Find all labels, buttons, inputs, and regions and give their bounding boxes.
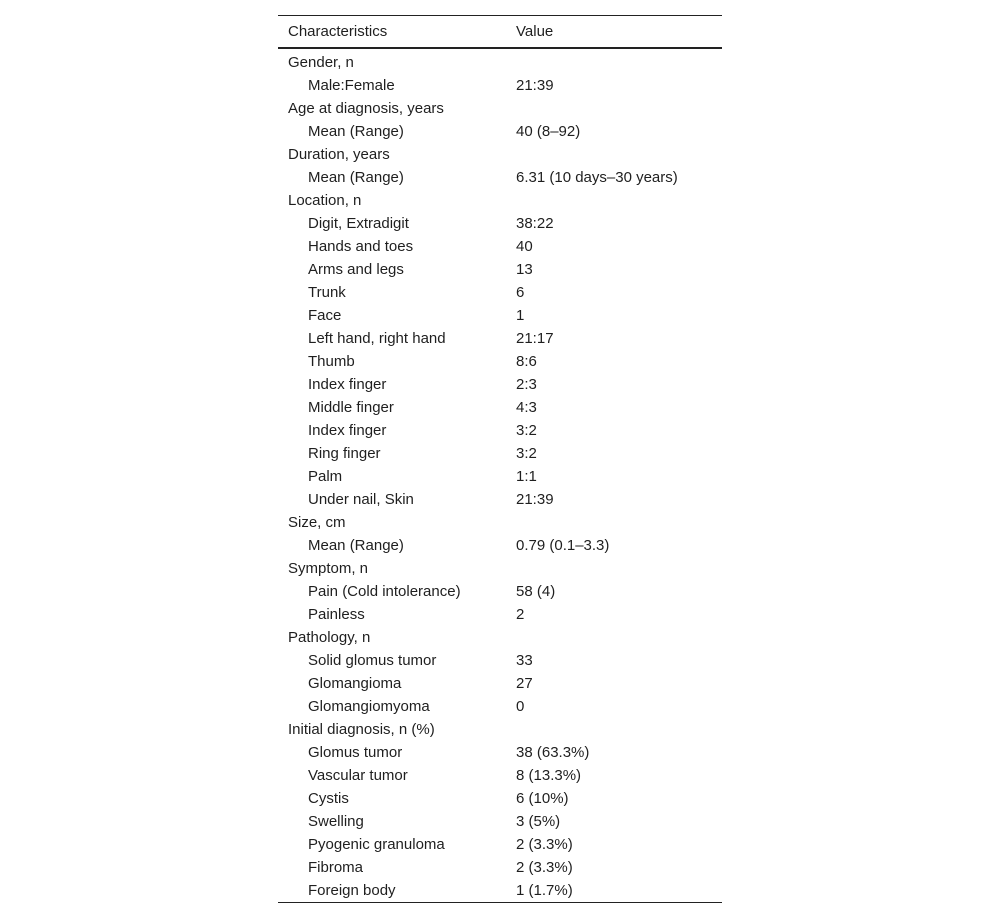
row-value: 1 (1.7%) [516, 882, 573, 899]
row-value: 38:22 [516, 215, 554, 232]
table-row [278, 396, 722, 419]
row-value: 27 [516, 675, 533, 692]
row-label: Mean (Range) [308, 537, 404, 554]
table-row [278, 856, 722, 879]
row-label: Swelling [308, 813, 364, 830]
table-row [278, 810, 722, 833]
row-label: Trunk [308, 284, 346, 301]
table-group-row [278, 97, 722, 120]
row-label: Face [308, 307, 342, 324]
characteristics-table [278, 15, 722, 903]
row-value: 3:2 [516, 445, 537, 462]
row-value: 21:39 [516, 77, 554, 94]
row-value [516, 718, 722, 741]
row-label: Ring finger [308, 445, 381, 462]
group-label: Initial diagnosis, n (%) [288, 721, 435, 738]
row-label: Glomangioma [308, 675, 402, 692]
table-row [278, 580, 722, 603]
row-label: Pyogenic granuloma [308, 836, 445, 853]
table-row [278, 833, 722, 856]
row-value [516, 97, 722, 120]
table-row [278, 166, 722, 189]
row-value: 8 (13.3%) [516, 767, 582, 784]
header-value: Value [516, 23, 554, 40]
row-label: Glomangiomyoma [308, 698, 430, 715]
row-label: Pain (Cold intolerance) [308, 583, 461, 600]
row-label: Digit, Extradigit [308, 215, 409, 232]
table-row [278, 304, 722, 327]
table-row [278, 672, 722, 695]
row-value: 6 [516, 284, 525, 301]
row-label: Palm [308, 468, 343, 485]
row-value [516, 143, 722, 166]
row-label: Painless [308, 606, 365, 623]
group-label: Size, cm [288, 514, 346, 531]
table-row [278, 649, 722, 672]
row-value: 0.79 (0.1–3.3) [516, 537, 610, 554]
table-header [278, 16, 722, 49]
row-value: 33 [516, 652, 533, 669]
table-row [278, 442, 722, 465]
table-row [278, 741, 722, 764]
table-row [278, 534, 722, 557]
group-label: Age at diagnosis, years [288, 100, 444, 117]
row-label: Hands and toes [308, 238, 414, 255]
table-group-row [278, 626, 722, 649]
characteristics-table-container [278, 15, 722, 903]
table-row [278, 764, 722, 787]
table-row [278, 120, 722, 143]
group-label: Duration, years [288, 146, 390, 163]
table-row [278, 465, 722, 488]
row-label: Male:Female [308, 77, 395, 94]
row-value: 13 [516, 261, 533, 278]
header-row [278, 16, 722, 49]
row-label: Arms and legs [308, 261, 404, 278]
table-row [278, 419, 722, 442]
table-group-row [278, 189, 722, 212]
row-value: 8:6 [516, 353, 537, 370]
row-value: 3:2 [516, 422, 537, 439]
row-value: 3 (5%) [516, 813, 561, 830]
table-row [278, 488, 722, 511]
table-row [278, 787, 722, 810]
table-row [278, 327, 722, 350]
row-value: 2:3 [516, 376, 537, 393]
table-row [278, 603, 722, 626]
row-label: Glomus tumor [308, 744, 403, 761]
group-label: Location, n [288, 192, 362, 209]
row-label: Mean (Range) [308, 169, 404, 186]
row-value: 1 [516, 307, 525, 324]
group-label: Pathology, n [288, 629, 371, 646]
row-value: 0 [516, 698, 525, 715]
row-value [516, 511, 722, 534]
row-value: 58 (4) [516, 583, 556, 600]
table-row [278, 74, 722, 97]
row-value: 1:1 [516, 468, 537, 485]
row-value: 2 (3.3%) [516, 836, 573, 853]
table-row [278, 212, 722, 235]
row-label: Middle finger [308, 399, 394, 416]
row-value: 2 (3.3%) [516, 859, 573, 876]
row-value: 40 (8–92) [516, 123, 581, 140]
table-group-row [278, 511, 722, 534]
table-row [278, 281, 722, 304]
row-value: 6.31 (10 days–30 years) [516, 169, 678, 186]
row-value [516, 557, 722, 580]
row-label: Mean (Range) [308, 123, 404, 140]
table-body [278, 48, 722, 903]
row-label: Foreign body [308, 882, 396, 899]
table-group-row [278, 143, 722, 166]
table-group-row [278, 718, 722, 741]
table-row [278, 258, 722, 281]
table-row [278, 373, 722, 396]
row-value: 21:17 [516, 330, 554, 347]
row-value [516, 189, 722, 212]
table-row [278, 235, 722, 258]
group-label: Symptom, n [288, 560, 369, 577]
row-value [516, 626, 722, 649]
row-label: Under nail, Skin [308, 491, 414, 508]
row-label: Vascular tumor [308, 767, 408, 784]
row-value: 6 (10%) [516, 790, 569, 807]
row-value: 40 [516, 238, 533, 255]
row-label: Cystis [308, 790, 349, 807]
row-value: 4:3 [516, 399, 537, 416]
row-value: 38 (63.3%) [516, 744, 590, 761]
row-label: Fibroma [308, 859, 364, 876]
row-value: 2 [516, 606, 525, 623]
header-characteristics: Characteristics [288, 23, 388, 40]
row-value: 21:39 [516, 491, 554, 508]
row-label: Thumb [308, 353, 355, 370]
row-value [516, 48, 722, 74]
table-row [278, 695, 722, 718]
row-label: Index finger [308, 422, 387, 439]
table-group-row [278, 557, 722, 580]
row-label: Solid glomus tumor [308, 652, 437, 669]
group-label: Gender, n [288, 54, 354, 71]
table-row [278, 879, 722, 903]
table-group-row [278, 48, 722, 74]
table-row [278, 350, 722, 373]
row-label: Index finger [308, 376, 387, 393]
row-label: Left hand, right hand [308, 330, 446, 347]
